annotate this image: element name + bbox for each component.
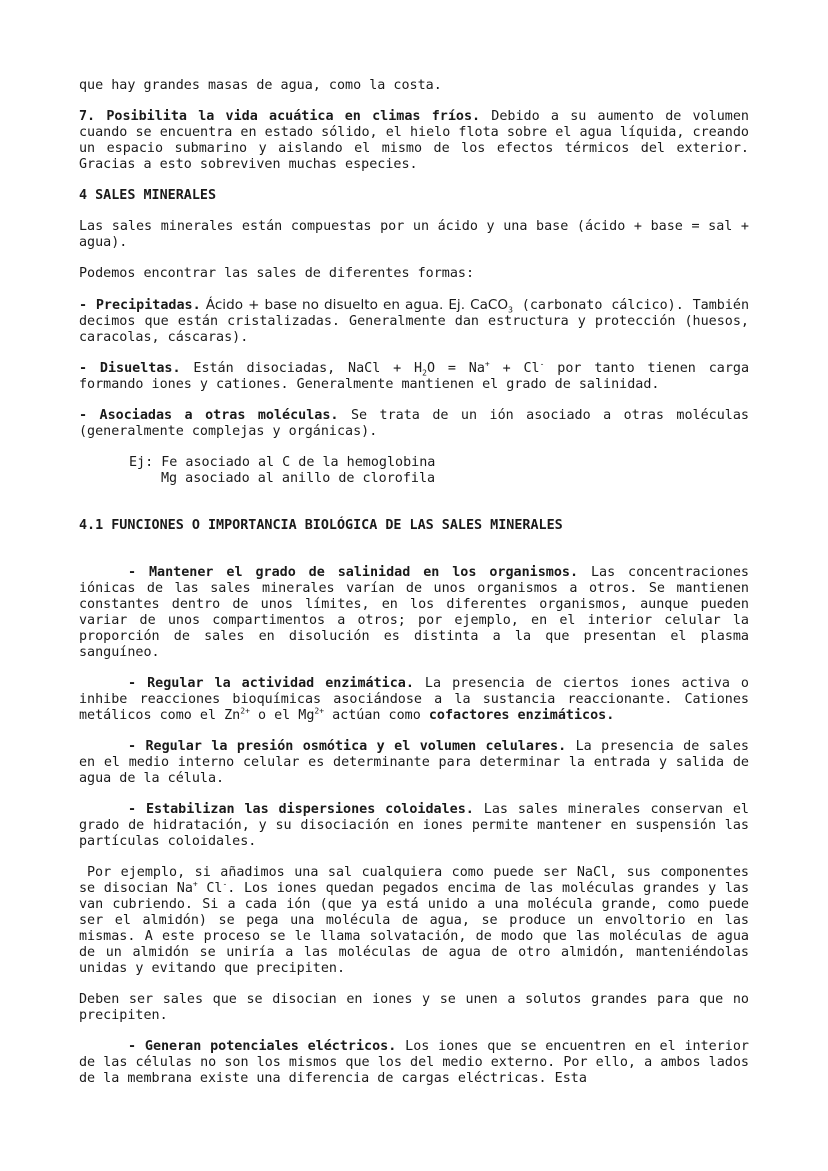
paragraph-potenciales: - Generan potenciales eléctricos. Los iones que se encuentren en el interior de las células no son los mismos que los del medio externo. Por ello, a ambos lados de la membrana existe una diferencia de cargas eléctricas. Esta [79, 1039, 749, 1086]
paragraph-ejemplo-nacl: Por ejemplo, si añadimos una sal cualquiera como puede ser NaCl, sus componentes se disocian Na+ Cl-. Los iones quedan pegados encima de las moléculas grandes y las van cubriendo. Si a cada ión (que ya está unido a una molécula grande, como puede ser el almidón) se pega una molécula de agua, se produce un envoltorio en las mismas. A este proceso se le llama solvatación, de modo que las moléculas de agua de un almidón se uniría a las moléculas de agua de otro almidón, manteniéndolas unidas y evitando que precipiten. [79, 865, 750, 976]
paragraph-asociadas: - Asociadas a otras moléculas. Se trata de un ión asociado a otras moléculas (generalmente complejas y orgánicas). [79, 408, 749, 439]
document-page [79, 78, 749, 1087]
section-heading-sales: 4 SALES MINERALES [79, 188, 217, 203]
paragraph-definicion: Las sales minerales están compuestas por un ácido y una base (ácido + base = sal + agua). [79, 219, 749, 250]
paragraph-formas: Podemos encontrar las sales de diferentes formas: [79, 266, 475, 281]
paragraph-enzimatica: - Regular la actividad enzimática. La presencia de ciertos iones activa o inhibe reacciones bioquímicas asociándose a la sustancia reaccionante. Cationes metálicos como el $Zn^{2+}$ o el $Mg^{2+}$ actúan como cofactores enzimáticos. [79, 676, 749, 723]
paragraph-vida-acuatica: 7. Posibilita la vida acuática en climas fríos. Debido a su aumento de volumen cuando se encuentra en estado sólido, el hielo flota sobre el agua líquida, creando un espacio submarino y aislando el mismo de los efectos térmicos del exterior. Gracias a esto sobreviven muchas especies. [79, 109, 749, 172]
paragraph-coloidales: - Estabilizan las dispersiones coloidales. Las sales minerales conservan el grado de hidratación, y su disociación en iones permite mantener en suspensión las partículas coloidales. [79, 802, 749, 849]
paragraph-deben: Deben ser sales que se disocian en iones y se unen a solutos grandes para que no precipiten. [79, 992, 749, 1023]
section-heading-funciones: 4.1 FUNCIONES O IMPORTANCIA BIOLÓGICA DE LAS SALES MINERALES [79, 518, 563, 533]
paragraph-costa: que hay grandes masas de agua, como la costa. [79, 78, 442, 93]
paragraph-disueltas: - Disueltas. Están disociadas, NaCl + $H_2O = Na^+ + Cl^-$ por tanto tienen carga formando iones y cationes. Generalmente mantienen el grado de salinidad. [79, 359, 750, 392]
example-block: Ej: Fe asociado al C de la hemoglobina Mg asociado al anillo de clorofila [129, 455, 436, 486]
paragraph-precipitadas: - Precipitadas. Ácido + base no disuelto en agua. Ej. CaCO$_3$ (carbonato cálcico). También decimos que están cristalizadas. Generalmente dan estructura y protección (huesos, caracolas, cáscaras). [79, 297, 750, 345]
paragraph-osmotica: - Regular la presión osmótica y el volumen celulares. La presencia de sales en el medio interno celular es determinante para determinar la entrada y salida de agua de la célula. [79, 739, 749, 786]
paragraph-salinidad: - Mantener el grado de salinidad en los organismos. Las concentraciones iónicas de las sales minerales varían de unos organismos a otros. Se mantienen constantes dentro de unos límites, en los diferentes organismos, aunque pueden variar de unos compartimentos a otros; por ejemplo, en el interior celular la proporción de sales en disolución es distinta a la que presentan el plasma sanguíneo. [79, 565, 749, 660]
point-7-heading: 7. Posibilita la vida acuática en climas fríos. [79, 109, 481, 124]
